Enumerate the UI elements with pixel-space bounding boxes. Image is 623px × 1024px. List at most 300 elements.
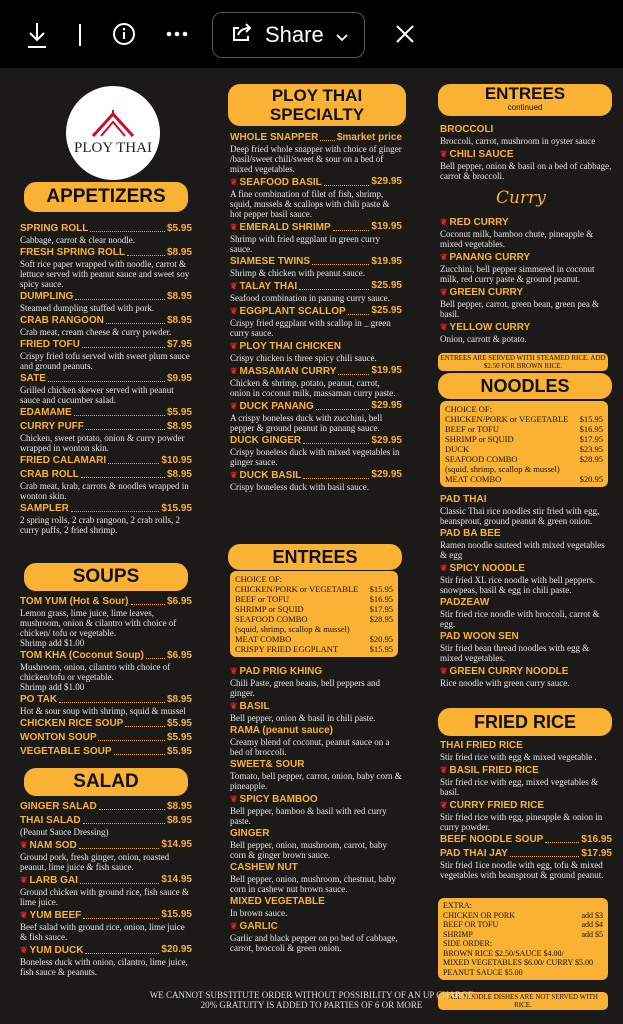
menu-item-description: A fine combination of filet of fish, shrimp, squid, mussels & scallops with chili paste & hot pepper basil sauce. (230, 189, 390, 219)
menu-item (440, 216, 612, 249)
menu-item-label: THAI FRIED RICE (440, 740, 523, 751)
dotted-leader (108, 455, 159, 464)
menu-item (20, 874, 192, 907)
menu-item-description: Tomato, bell pepper, carrot, onion, baby corn & pineapple. (230, 771, 402, 791)
menu-item-description: Stir fried bean thread noodles with egg & mixed vegetables. (440, 643, 590, 663)
menu-item-price: $19.95 (371, 256, 402, 267)
menu-item-label: CHILI SAUCE (449, 149, 514, 160)
info-icon[interactable] (111, 21, 137, 47)
entree-choice-box (230, 571, 398, 657)
menu-item-title (230, 469, 301, 482)
menu-item-name (20, 291, 192, 303)
menu-item-name (230, 862, 402, 874)
menu-item (440, 286, 612, 319)
chili-pepper-icon: ❦ (230, 341, 238, 351)
menu-item-name (20, 339, 192, 351)
menu-item-price: $19.95 (371, 221, 402, 232)
menu-item-price: $5.95 (166, 732, 192, 743)
dotted-leader (48, 373, 165, 382)
menu-item (20, 909, 192, 942)
choice-price: $16.95 (579, 424, 603, 434)
dotted-leader (510, 848, 580, 857)
menu-item (20, 718, 192, 730)
choice-row (235, 624, 393, 634)
menu-item (20, 944, 192, 977)
choice-row (445, 444, 603, 454)
menu-item (20, 421, 192, 453)
chili-pepper-icon: ❦ (230, 666, 238, 676)
menu-item-name (230, 665, 402, 678)
menu-item-description: Crispy fried eggplant with scallop in _ green curry sauce. (230, 318, 391, 338)
dotted-leader (125, 718, 165, 727)
menu-item-description: Boneless duck with onion, cilantro, lime juice, fish sauce & peanuts. (20, 957, 188, 977)
extra-price: add $3 (581, 910, 603, 920)
dotted-leader (303, 469, 369, 479)
choice-price: $20.95 (369, 634, 393, 644)
menu-item-title (440, 631, 519, 643)
menu-item-label: CASHEW NUT (230, 862, 298, 873)
column-middle (226, 68, 402, 953)
menu-item-title (440, 562, 525, 575)
chili-pepper-icon: ❦ (230, 222, 238, 232)
chili-pepper-icon: ❦ (440, 765, 448, 775)
viewer-toolbar (0, 0, 623, 68)
menu-item-price: $6.95 (166, 650, 192, 661)
menu-item (230, 221, 402, 254)
menu-item-label: PAD THAI JAY (440, 848, 508, 859)
menu-item-label: SPICY NOODLE (449, 563, 525, 574)
salad-header: SALAD (24, 768, 188, 796)
menu-item-title (20, 718, 123, 730)
menu-item-name (20, 373, 192, 385)
menu-item-price: $5.95 (166, 746, 192, 757)
menu-item-title (230, 221, 331, 234)
menu-item-name (440, 665, 612, 678)
menu-item-name (20, 315, 192, 327)
column-left (14, 68, 198, 977)
menu-item-label: PAD THAI (440, 494, 487, 505)
menu-item-label: EGGPLANT SCALLOP (239, 306, 346, 317)
menu-item-label: PAD PRIG KHING (239, 666, 323, 677)
menu-item (20, 746, 192, 758)
choice-row (235, 584, 393, 594)
choice-row (445, 474, 603, 484)
menu-item-title (20, 315, 104, 327)
menu-item (440, 834, 612, 846)
menu-footer (0, 990, 623, 1010)
menu-item-name (230, 400, 402, 413)
curry-list (440, 216, 612, 346)
menu-item-label: PO TAK (20, 694, 58, 705)
menu-item-name (440, 834, 612, 846)
menu-item-title (20, 247, 125, 259)
extra-price: add $5 (581, 929, 603, 939)
menu-item-description: Chicken & shrimp, potato, peanut, carrot, onion in coconut milk, massaman curry paste. (230, 378, 396, 398)
menu-item-label: DUCK PANANG (239, 401, 314, 412)
menu-item-name (440, 631, 612, 643)
menu-item (20, 291, 192, 313)
menu-item (440, 665, 612, 688)
menu-item-description: Grilled chicken skewer served with peanut sauce and cucumber salad. (20, 385, 174, 405)
menu-item-description: Ground pork, fresh ginger, onion, roasted peanut, lime juice & fish sauce. (20, 852, 170, 872)
menu-item-description: Shrimp with fried eggplant in green curry sauce. (230, 234, 380, 254)
menu-item-name (440, 528, 612, 540)
menu-item (20, 339, 192, 371)
menu-item-title (230, 793, 318, 806)
menu-item-description: Stir fried 1ice noodle with egg, tofu & mixed vegetables with beansprout & ground peanut. (440, 860, 604, 880)
menu-item-title (20, 469, 79, 481)
menu-item-name (440, 764, 612, 777)
menu-item-title (230, 700, 270, 713)
menu-item-description: Soft rice paper wrapped with noodle, carrot & lettuce served with peanut sauce and sweet soy spicy sauce. (20, 259, 190, 289)
menu-item-name (20, 732, 192, 744)
menu-item-name (230, 920, 402, 933)
chili-pepper-icon: ❦ (20, 875, 28, 885)
choice-row (445, 414, 603, 424)
choice-name: MEAT COMBO (445, 474, 502, 484)
chili-pepper-icon: ❦ (440, 149, 448, 159)
menu-item-name (440, 124, 612, 136)
dotted-leader (545, 834, 579, 843)
menu-item-description: Rice noodle with green curry sauce. (440, 678, 570, 688)
rice-note: ENTREES ARE SERVED WITH STEAMED RICE. ADD $2.50 FOR BROWN RICE. (438, 353, 608, 371)
entrees-list-right (440, 124, 612, 183)
choice-name: CHICKEN/PORK or VEGETABLE (235, 584, 359, 594)
menu-item-description: Ground chicken with ground rice, fish sauce & lime juice. (20, 887, 189, 907)
menu-item (230, 862, 402, 894)
menu-item-description: Chicken, sweet potato, onion & curry powder wrapped in wonton skin. (20, 433, 185, 453)
menu-item-title (230, 920, 278, 933)
menu-item-label: NAM SOD (29, 840, 77, 851)
menu-item-description: Deep fried whole snapper with choice of ginger /basil/sweet chili/sweet & sour on a bed of mixed vegetables. (230, 144, 402, 174)
menu-item (20, 223, 192, 245)
download-icon[interactable] (24, 20, 50, 50)
chili-pepper-icon: ❦ (230, 177, 238, 187)
menu-item-label: GREEN CURRY NOODLE (449, 666, 569, 677)
menu-item-title (440, 764, 539, 777)
menu-item-description: Cabbage, carrot & clear noodle. (20, 235, 135, 245)
menu-item-name (440, 216, 612, 229)
chili-pepper-icon: ❦ (230, 470, 238, 480)
menu-item-title (20, 874, 78, 887)
menu-item (440, 148, 612, 181)
choice-price: $15.95 (579, 414, 603, 424)
noodles-header: NOODLES (438, 373, 612, 399)
menu-item-name (20, 596, 192, 608)
menu-item-name (230, 896, 402, 908)
share-icon (231, 22, 253, 48)
dotted-leader (86, 421, 165, 430)
menu-item-description: Mushroom, onion, cilantro with choice of chicken/tofu or vegetable. Shrimp add $1.00 (20, 662, 171, 692)
menu-item-name (230, 828, 402, 840)
menu-item-title (20, 455, 106, 467)
menu-item-name (20, 839, 192, 852)
menu-item-label: FRESH SPRING ROLL (20, 247, 126, 258)
menu-item-name (20, 503, 192, 515)
dotted-leader (316, 400, 370, 410)
menu-item-label: VEGETABLE SOUP (20, 746, 112, 757)
menu-item (20, 732, 192, 744)
choice-name: DUCK (445, 444, 470, 454)
menu-item-title (230, 862, 298, 874)
menu-item-name (20, 455, 192, 467)
menu-item-label: BROCCOLI (440, 124, 494, 135)
menu-item-name (440, 848, 612, 860)
menu-item-name (20, 746, 192, 758)
menu-item-price: $25.95 (371, 280, 402, 291)
menu-item-title (440, 799, 544, 812)
menu-item-description: Bell pepper, onion, mushroom, carrot, baby corn & ginger brown sauce. (230, 840, 387, 860)
menu-item-label: FRIED CALAMARI (20, 455, 107, 466)
menu-item (230, 920, 402, 953)
menu-item-price: $8.95 (166, 694, 192, 705)
dotted-leader (127, 247, 165, 256)
menu-item-name (230, 221, 402, 234)
menu-item-price: $7.95 (166, 339, 192, 350)
menu-item (20, 801, 192, 813)
menu-item (20, 469, 192, 501)
choice-name: CRISPY FRIED EGGPLANT (235, 644, 339, 654)
menu-item-title (20, 407, 72, 419)
menu-item-title (440, 834, 543, 846)
menu-item (230, 132, 402, 174)
choice-name: SEAFOOD COMBO (235, 614, 308, 624)
menu-page (0, 68, 623, 1024)
chevron-down-icon (336, 22, 348, 48)
dotted-leader (59, 694, 165, 703)
entrees-list-middle (230, 665, 402, 955)
curry-title: Curry (496, 188, 546, 208)
menu-item-description: Shrimp & chicken with peanut sauce. (230, 268, 365, 278)
menu-item-price: $8.95 (166, 421, 192, 432)
menu-item-description: Bell pepper, bamboo & basil with red curry paste. (230, 806, 387, 826)
menu-item-description: Zucchini, bell pepper simmered in coconut milk, red curry paste & ground peanut. (440, 264, 595, 284)
menu-item-title (440, 251, 530, 264)
menu-item-title (230, 365, 336, 378)
appetizers-header: APPETIZERS (24, 182, 188, 212)
menu-item-label: MIXED VEGETABLE (230, 896, 325, 907)
menu-item-description: In brown sauce. (230, 908, 288, 918)
dotted-leader (299, 280, 369, 290)
menu-item-name (20, 650, 192, 662)
dotted-leader (74, 407, 165, 416)
menu-item-name (230, 340, 402, 353)
extra-price: add $4 (581, 920, 603, 929)
choice-price: $28.95 (579, 454, 603, 464)
dotted-leader (85, 944, 159, 954)
choice-name: SHRIMP or SQUID (235, 604, 304, 614)
menu-item-price: $14.95 (161, 839, 192, 850)
dotted-leader (146, 650, 165, 659)
menu-item-label: SIAMESE TWINS (230, 256, 311, 267)
menu-item-description: Crab meat, cream cheese & curry powder. (20, 327, 172, 337)
menu-item-name (20, 944, 192, 957)
menu-item-price: $19.95 (371, 365, 402, 376)
menu-item-price: $8.95 (166, 247, 192, 258)
menu-item-description: Bell pepper, onion, mushroom, chestnut, baby corn in cashew nut brown sauce. (230, 874, 396, 894)
menu-item-label: GINGER SALAD (20, 801, 97, 812)
menu-item-name (20, 469, 192, 481)
extra-row (443, 930, 603, 940)
share-button[interactable] (212, 12, 365, 58)
dotted-leader (83, 909, 159, 919)
chili-pepper-icon: ❦ (440, 800, 448, 810)
menu-item-price: $market price (336, 132, 402, 143)
menu-item-price: $15.95 (161, 909, 192, 920)
noodle-choice-box (440, 401, 608, 487)
menu-item (230, 896, 402, 918)
menu-item-title (20, 801, 97, 813)
menu-item (440, 631, 612, 663)
menu-item (230, 176, 402, 219)
choice-name: (squid, shrimp, scallop & mussel) (445, 464, 560, 474)
menu-item-name (20, 223, 192, 235)
menu-item-label: FRIED TOFU (20, 339, 80, 350)
choice-row (235, 614, 393, 624)
extras-title: EXTRA: (443, 901, 472, 910)
menu-item-price: $15.95 (161, 503, 192, 514)
menu-item (230, 759, 402, 791)
dotted-leader (99, 801, 165, 810)
menu-item-title (20, 421, 84, 433)
menu-item-name (440, 494, 612, 506)
menu-item-title (20, 944, 83, 957)
side-order-title: SIDE ORDER: (443, 939, 493, 948)
entrees-header-right (438, 84, 612, 116)
menu-item (20, 694, 192, 716)
menu-item-label: CRAB ROLL (20, 469, 79, 480)
menu-item-title (440, 321, 530, 334)
menu-item (230, 365, 402, 398)
menu-item-price: $29.95 (371, 435, 402, 446)
menu-item-label: TOM YUM (Hot & Sour) (20, 596, 129, 607)
menu-item-title (230, 256, 310, 268)
menu-item-name (440, 597, 612, 609)
menu-item-label: GREEN CURRY (449, 287, 524, 298)
menu-item-label: SAMPLER (20, 503, 69, 514)
menu-item-description: Broccoli, carrot, mushroom in oyster sauce (440, 136, 596, 146)
menu-item-price: $8.95 (166, 291, 192, 302)
menu-item-title (20, 839, 77, 852)
extra-name: SHRIMP (443, 929, 473, 939)
menu-item-name (440, 251, 612, 264)
choice-price: $20.95 (579, 474, 603, 484)
chili-pepper-icon: ❦ (440, 217, 448, 227)
menu-item-label: PLOY THAI CHICKEN (239, 341, 342, 352)
choice-name: BEEF or TOFU (235, 594, 290, 604)
choice-price: $17.95 (369, 604, 393, 614)
menu-item-description: Bell pepper, onion & basil on a bed of cabbage, carrot & broccoli. (440, 161, 612, 181)
dotted-leader (80, 874, 160, 884)
dotted-leader (79, 839, 160, 849)
choice-row (235, 644, 393, 654)
chili-pepper-icon: ❦ (440, 666, 448, 676)
menu-item-name (20, 874, 192, 887)
menu-item (440, 494, 612, 526)
menu-item-name (230, 435, 402, 447)
menu-item-title (230, 759, 304, 771)
choice-name: BEEF or TOFU (445, 424, 500, 434)
extra-row (443, 920, 603, 930)
menu-item-title (440, 216, 509, 229)
menu-item-label: BASIL (239, 701, 270, 712)
menu-item-label: PAD BA BEE (440, 528, 501, 539)
menu-item-price: $9.95 (166, 373, 192, 384)
menu-item-label: WHOLE SNAPPER (230, 132, 319, 143)
menu-item-title (230, 725, 333, 737)
menu-item-price: $29.95 (371, 176, 402, 187)
menu-item-title (20, 909, 81, 922)
menu-item-title (230, 305, 346, 318)
menu-item-description: Beef salad with ground rice, onion, lime juice & fish sauce. (20, 922, 185, 942)
menu-item-title (440, 740, 523, 752)
more-icon[interactable] (164, 28, 190, 40)
menu-item (230, 700, 402, 723)
choice-name: SHRIMP or SQUID (445, 434, 514, 444)
menu-item (230, 828, 402, 860)
menu-item-description: Classic Thai rice noodles stir fried with egg, beansprout, ground peanut & green onion. (440, 506, 600, 526)
menu-item-label: PAD WOON SEN (440, 631, 519, 642)
footer-line-2: 20% GRATUITY IS ADDED TO PARTIES OF 6 OR MORE (200, 1000, 423, 1010)
menu-item-label: TOM KHA (Coconut Soup) (20, 650, 144, 661)
choice-price: $15.95 (369, 584, 393, 594)
dotted-leader (75, 291, 165, 300)
menu-item-name (20, 801, 192, 813)
choice-name: SEAFOOD COMBO (445, 454, 518, 464)
menu-item-description: Crispy chicken is three spicy chili sauce. (230, 353, 377, 363)
menu-item-name (20, 407, 192, 419)
choice-price: $17.95 (579, 434, 603, 444)
menu-item-price: $10.95 (161, 455, 192, 466)
side-order-row: PEANUT SAUCE $5.00 (443, 967, 523, 977)
menu-item (20, 407, 192, 419)
menu-item (230, 435, 402, 467)
menu-item (230, 725, 402, 757)
menu-item-description: Garlic and black pepper on po bed of cabbage, carrot, broccoli & green onion. (230, 933, 398, 953)
menu-item-title (230, 400, 314, 413)
menu-item-description: Stir fried rice with egg & mixed vegetable . (440, 752, 597, 762)
chili-pepper-icon: ❦ (230, 701, 238, 711)
specialty-list (230, 132, 402, 494)
menu-item-label: GARLIC (239, 921, 278, 932)
menu-item-price: $8.95 (166, 469, 192, 480)
menu-item-title (440, 286, 523, 299)
menu-item-name (230, 132, 402, 144)
menu-item-name (230, 280, 402, 293)
close-icon[interactable] (394, 23, 416, 45)
menu-item (440, 740, 612, 762)
menu-item (230, 469, 402, 492)
menu-item-label: BEEF NOODLE SOUP (440, 834, 544, 845)
menu-item-name (440, 562, 612, 575)
specialty-header: PLOY THAI SPECIALTY (228, 84, 406, 126)
menu-item-price: $5.95 (166, 407, 192, 418)
menu-item-description: Lemon grass, lime juice, lime leaves, mushroom, onion & cilantro with choice of chicken/ tofu or vegetable. Shrimp add $1.00 (20, 608, 177, 648)
menu-item-title (230, 132, 318, 144)
menu-item-label: EMERALD SHRIMP (239, 222, 331, 233)
dotted-leader (71, 503, 160, 512)
chili-pepper-icon: ❦ (440, 287, 448, 297)
noodles-list (440, 494, 612, 690)
extras-box (438, 898, 608, 980)
menu-item-label: CURRY FRIED RICE (449, 800, 544, 811)
menu-item (20, 315, 192, 337)
choice-row (445, 424, 603, 434)
menu-item-title (440, 528, 501, 540)
menu-item-description: Coconut milk, bamboo chute, pineapple & mixed vegetables. (440, 229, 594, 249)
menu-item-name (230, 176, 402, 189)
menu-item-name (20, 718, 192, 730)
